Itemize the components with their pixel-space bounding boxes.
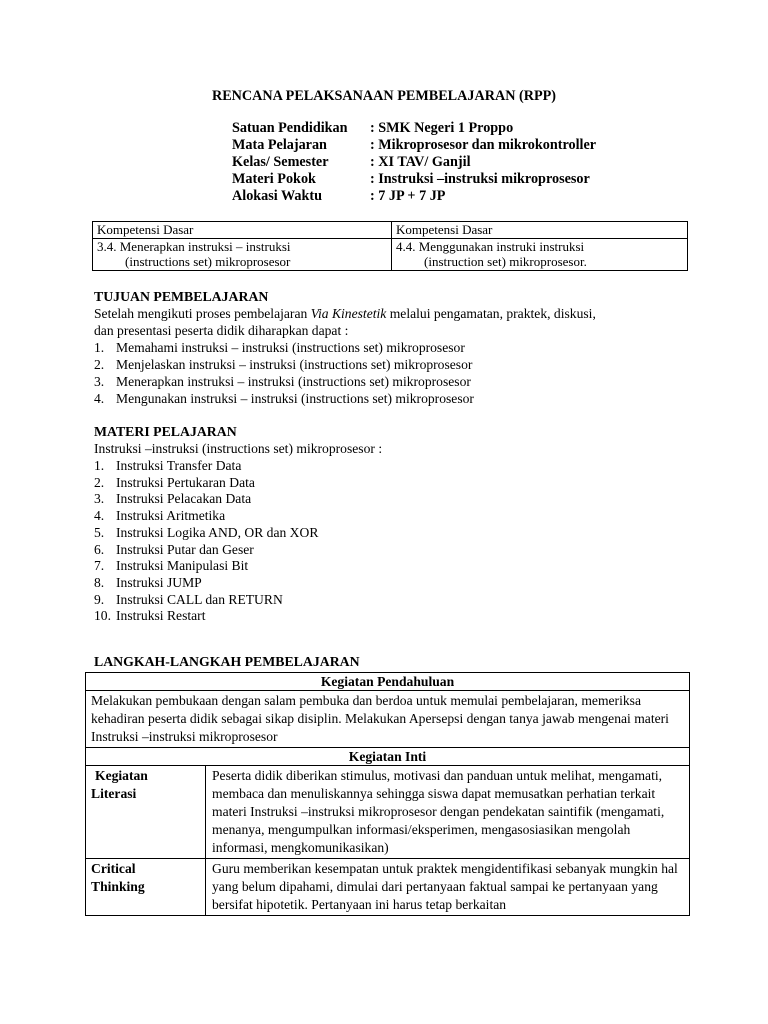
materi-heading: MATERI PELAJARAN (94, 424, 237, 439)
list-text: Instruksi Restart (116, 608, 206, 623)
tujuan-intro-line2: dan presentasi peserta didik diharapkan dapat : (94, 323, 349, 338)
kd-right-line2: (instruction set) mikroprosesor. (424, 254, 587, 269)
meta-value-materi: : Instruksi –instruksi mikroprosesor (370, 171, 590, 187)
critical-label-line1: Critical (91, 861, 136, 876)
literasi-label-line2: Literasi (91, 786, 137, 801)
list-number: 1. (94, 458, 105, 473)
kd-left-line1: 3.4. Menerapkan instruksi – instruksi (97, 239, 291, 254)
literasi-text: Peserta didik diberikan stimulus, motivasi dan panduan untuk melihat, mengamati, membaca dan menuliskannya sehingga siswa dapat memusatkan perhatian terkait materi Instruksi –instruksi mikroprosesor dengan pendekatan saintifik (mengamati, menanya, mengumpulkan informasi/eksperimen, mengasosiasikan mengolah informasi, mengkomunikasikan) (206, 766, 690, 859)
list-item (94, 458, 241, 474)
tujuan-heading: TUJUAN PEMBELAJARAN (94, 289, 269, 304)
materi-intro: Instruksi –instruksi (instructions set) mikroprosesor : (94, 441, 383, 456)
list-number: 3. (94, 491, 105, 506)
list-text: Instruksi Pertukaran Data (116, 475, 255, 490)
list-text: Menjelaskan instruksi – instruksi (instructions set) mikroprosesor (116, 357, 473, 372)
list-item (94, 608, 205, 624)
critical-label-line2: Thinking (91, 879, 145, 894)
langkah-table (85, 672, 690, 916)
literasi-label (86, 766, 206, 859)
list-text: Instruksi Pelacakan Data (116, 491, 252, 506)
list-number: 2. (94, 475, 105, 490)
list-text: Instruksi Putar dan Geser (116, 542, 254, 557)
list-number: 5. (94, 525, 105, 540)
list-number: 8. (94, 575, 105, 590)
meta-label-alokasi: Alokasi Waktu (232, 188, 323, 204)
tujuan-intro-italic: Via Kinestetik (310, 306, 387, 321)
kompetensi-table (92, 221, 688, 271)
list-item (94, 592, 283, 608)
list-item (94, 491, 251, 507)
list-item (94, 508, 225, 524)
list-number: 2. (94, 357, 105, 372)
kd-right-cell (392, 239, 688, 271)
list-text: Instruksi Logika AND, OR dan XOR (116, 525, 319, 540)
kd-left-cell (93, 239, 392, 271)
list-text: Instruksi Manipulasi Bit (116, 558, 249, 573)
langkah-heading: LANGKAH-LANGKAH PEMBELAJARAN (94, 654, 360, 669)
document-title: RENCANA PELAKSANAAN PEMBELAJARAN (RPP) (211, 88, 557, 104)
list-number: 9. (94, 592, 105, 607)
list-text: Instruksi Transfer Data (116, 458, 242, 473)
meta-label-materi: Materi Pokok (232, 171, 316, 187)
list-item (94, 525, 318, 541)
kd-right-line1: 4.4. Menggunakan instruki instruksi (396, 239, 585, 254)
kd-left-header: Kompetensi Dasar (93, 222, 392, 239)
list-number: 10. (94, 608, 111, 623)
meta-value-alokasi: : 7 JP + 7 JP (370, 188, 446, 204)
meta-label-satuan: Satuan Pendidikan (232, 120, 348, 136)
list-item (94, 542, 254, 558)
tujuan-intro (94, 306, 596, 322)
list-item (94, 575, 202, 591)
list-number: 6. (94, 542, 105, 557)
pendahuluan-text: Melakukan pembukaan dengan salam pembuka dan berdoa untuk memulai pembelajaran, memeriksa kehadiran peserta didik sebagai sikap disiplin. Melakukan Apersepsi dengan tanya jawab mengenai materi Instruksi –instruksi mikroprosesor (86, 691, 690, 748)
list-item (94, 357, 472, 373)
list-text: Menerapkan instruksi – instruksi (instructions set) mikroprosesor (116, 374, 471, 389)
list-text: Instruksi CALL dan RETURN (116, 592, 283, 607)
list-item (94, 475, 255, 491)
meta-value-mapel: : Mikroprosesor dan mikrokontroller (370, 137, 597, 153)
literasi-label-line1: Kegiatan (95, 768, 148, 783)
tujuan-intro-before: Setelah mengikuti proses pembelajaran (94, 306, 311, 321)
list-number: 1. (94, 340, 105, 355)
list-text: Mengunakan instruksi – instruksi (instructions set) mikroprosesor (116, 391, 474, 406)
kd-left-line2: (instructions set) mikroprosesor (125, 254, 291, 269)
pendahuluan-header: Kegiatan Pendahuluan (86, 673, 690, 691)
critical-text: Guru memberikan kesempatan untuk praktek mengidentifikasi sebanyak mungkin hal yang belum dipahami, dimulai dari pertanyaan faktual sampai ke pertanyaan yang bersifat hipotetik. Pertanyaan ini harus tetap berkaitan (206, 859, 690, 916)
kd-right-header: Kompetensi Dasar (392, 222, 688, 239)
meta-label-kelas: Kelas/ Semester (232, 154, 329, 170)
meta-value-kelas: : XI TAV/ Ganjil (370, 154, 471, 170)
meta-value-satuan: : SMK Negeri 1 Proppo (370, 120, 514, 136)
list-text: Memahami instruksi – instruksi (instructions set) mikroprosesor (116, 340, 465, 355)
list-item (94, 374, 471, 390)
list-item (94, 391, 474, 407)
list-item (94, 340, 465, 356)
list-number: 4. (94, 508, 105, 523)
meta-label-mapel: Mata Pelajaran (232, 137, 327, 153)
list-text: Instruksi Aritmetika (116, 508, 226, 523)
tujuan-intro-after: melalui pengamatan, praktek, diskusi, (386, 306, 596, 321)
list-item (94, 558, 248, 574)
list-number: 3. (94, 374, 105, 389)
critical-label (86, 859, 206, 916)
list-number: 4. (94, 391, 105, 406)
list-number: 7. (94, 558, 105, 573)
list-text: Instruksi JUMP (116, 575, 202, 590)
inti-header: Kegiatan Inti (86, 748, 690, 766)
